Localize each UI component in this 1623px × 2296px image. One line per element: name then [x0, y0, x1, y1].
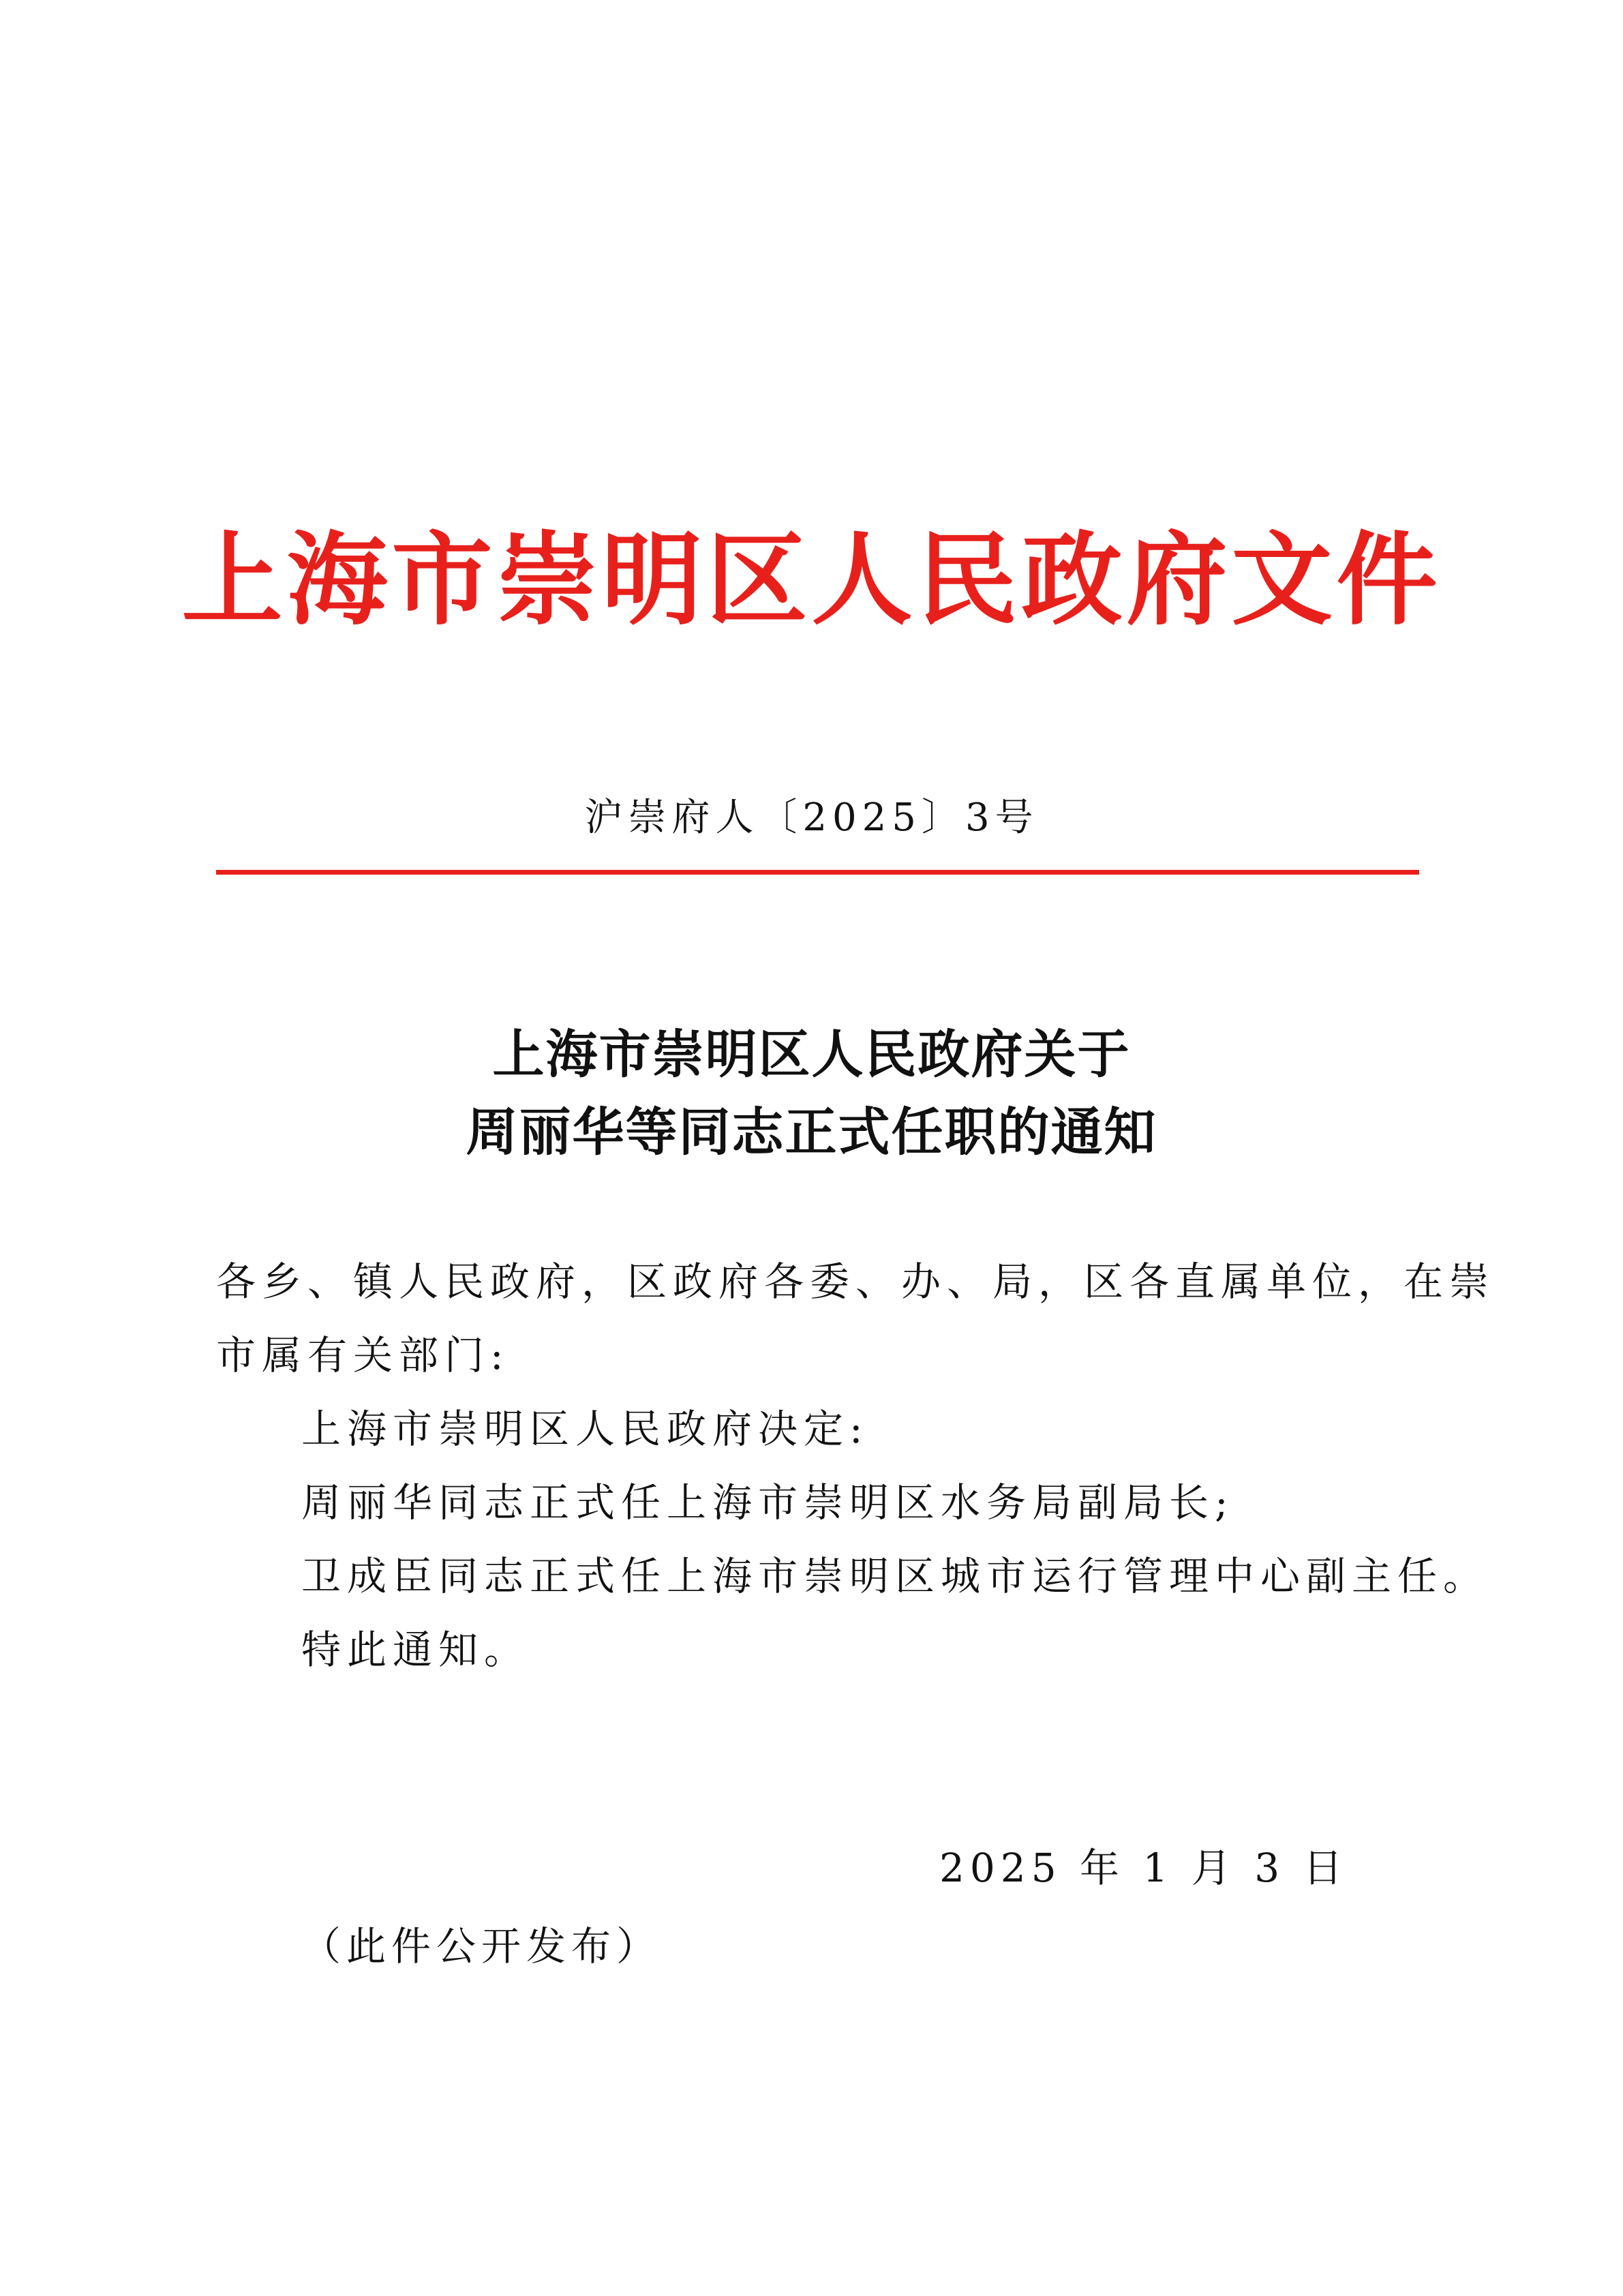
salutation-line-2: 市属有关部门:	[216, 1332, 510, 1378]
document-number: 沪崇府人〔2025〕3号	[584, 796, 1039, 840]
issuer-red-header: 上海市崇明区人民政府文件	[181, 520, 1442, 639]
notice-title-line-1: 上海市崇明区人民政府关于	[492, 1024, 1131, 1085]
body-paragraph-appointment-1: 周丽华同志正式任上海市崇明区水务局副局长;	[301, 1479, 1234, 1526]
issue-date: 2025 年 1 月 3 日	[939, 1845, 1348, 1891]
body-paragraph-decision: 上海市崇明区人民政府决定:	[301, 1406, 869, 1452]
notice-title-line-2: 周丽华等同志正式任职的通知	[466, 1102, 1157, 1162]
salutation-line-1: 各乡、镇人民政府，区政府各委、办、局，区各直属单位，在崇	[216, 1258, 1496, 1305]
body-paragraph-closing: 特此通知。	[301, 1627, 530, 1673]
body-paragraph-appointment-2: 卫成臣同志正式任上海市崇明区城市运行管理中心副主任。	[301, 1553, 1489, 1599]
red-separator-line	[216, 870, 1419, 875]
notice-title	[0, 1016, 1623, 1171]
publication-note: （此件公开发布）	[301, 1923, 662, 1969]
